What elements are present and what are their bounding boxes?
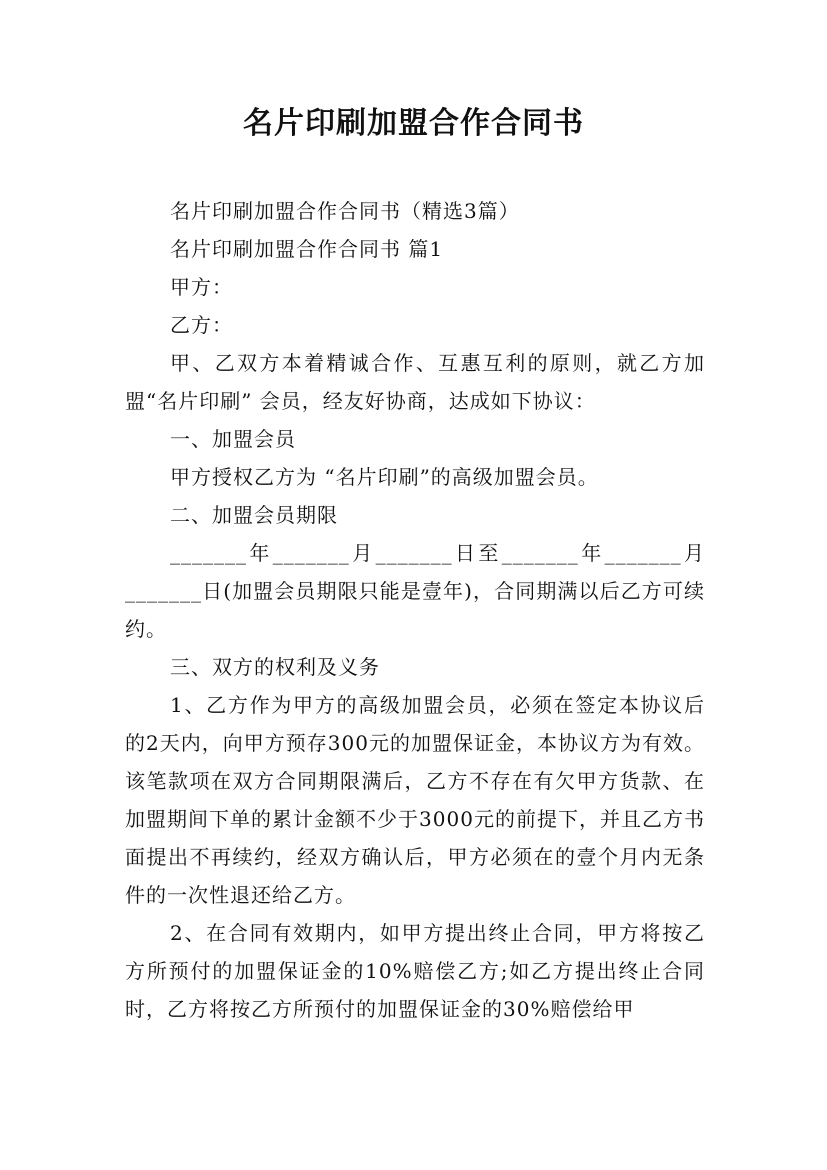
paragraph-clause-2-text: _______年_______月_______日至_______年_______月_______日(加盟会员期限只能是壹年)，合同期满以后乙方可续约。 <box>125 541 705 641</box>
paragraph-clause-3-item-2: 2、在合同有效期内，如甲方提出终止合同，甲方将按乙方所预付的加盟保证金的10%赔偿乙方;如乙方提出终止合同时，乙方将按乙方所预付的加盟保证金的30%赔偿给甲 <box>125 921 705 1021</box>
paragraph-clause-2-heading: 二、加盟会员期限 <box>170 503 338 527</box>
paragraph-clause-3-item-1: 1、乙方作为甲方的高级加盟会员，必须在签定本协议后的2天内，向甲方预存300元的加盟保证金，本协议方为有效。该笔款项在双方合同期限满后，乙方不存在有欠甲方货款、在加盟期间下单的累计金额不少于3000元的前提下，并且乙方书面提出不再续约，经双方确认后，甲方必须在的壹个月内无条件的一次性退还给乙方。 <box>125 693 705 907</box>
paragraph-party-b: 乙方： <box>170 313 233 337</box>
paragraph-clause-3-heading: 三、双方的权利及义务 <box>170 655 380 679</box>
document-body <box>125 192 705 1028</box>
document-title: 名片印刷加盟合作合同书 <box>243 106 584 141</box>
paragraph-subtitle: 名片印刷加盟合作合同书（精选3篇） <box>170 199 520 223</box>
paragraph-clause-1-heading: 一、加盟会员 <box>170 427 296 451</box>
paragraph-party-a: 甲方： <box>170 275 233 299</box>
paragraph-clause-1-text: 甲方授权乙方为 “名片印刷”的高级加盟会员。 <box>170 465 599 489</box>
paragraph-section-heading: 名片印刷加盟合作合同书 篇1 <box>170 237 444 261</box>
paragraph-preamble: 甲、乙双方本着精诚合作、互惠互利的原则，就乙方加盟“名片印刷” 会员，经友好协商，达成如下协议： <box>125 351 705 413</box>
